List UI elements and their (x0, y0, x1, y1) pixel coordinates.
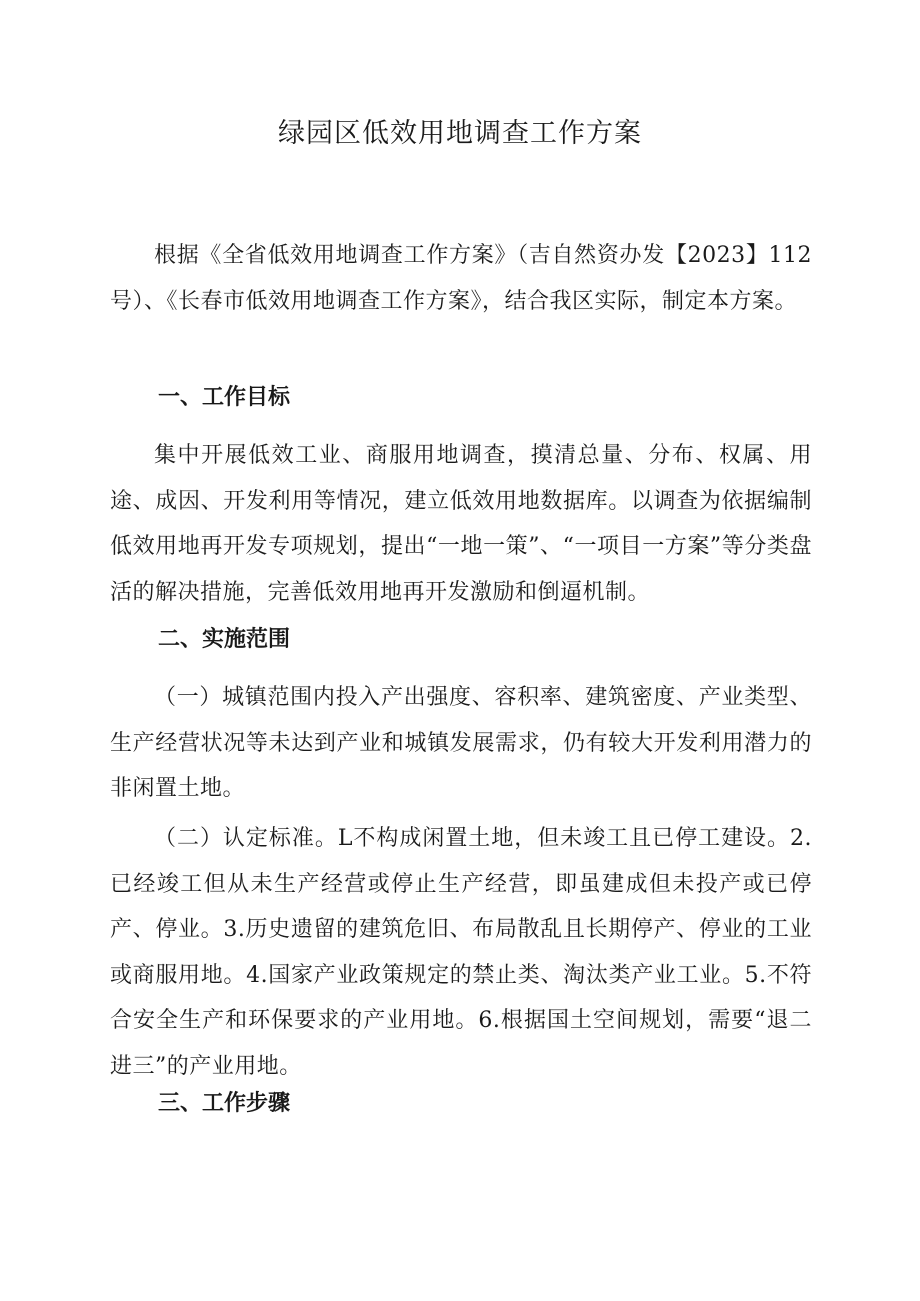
document-title: 绿园区低效用地调查工作方案 (278, 118, 642, 149)
section-heading-scope: 二、实施范围 (158, 627, 291, 652)
intro-paragraph: 根据《全省低效用地调查工作方案》（吉自然资办发【2023】112号）、《长春市低效用地调查工作方案》，结合我区实际，制定本方案。 (110, 243, 812, 314)
section-heading-goals: 一、工作目标 (158, 385, 291, 410)
section-heading-steps: 三、工作步骤 (158, 1091, 291, 1116)
scope-paragraph-2: （二）认定标准。L不构成闲置土地，但未竣工且已停工建设。2.已经竣工但从未生产经营或停止生产经营，即虽建成但未投产或已停产、停业。3.历史遗留的建筑危旧、布局散乱且长期停产、停业的工业或商服用地。4.国家产业政策规定的禁止类、淘汰类产业工业。5.不符合安全生产和环保要求的产业用地。6.根据国土空间规划，需要“退二进三”的产业用地。 (110, 826, 812, 1079)
scope-paragraph-1: （一）城镇范围内投入产出强度、容积率、建筑密度、产业类型、生产经营状况等未达到产业和城镇发展需求，仍有较大开发利用潜力的非闲置土地。 (110, 685, 812, 801)
goals-paragraph: 集中开展低效工业、商服用地调查，摸清总量、分布、权属、用途、成因、开发利用等情况，建立低效用地数据库。以调查为依据编制低效用地再开发专项规划，提出“一地一策”、“一项目一方案”等分类盘活的解决措施，完善低效用地再开发激励和倒逼机制。 (110, 443, 812, 605)
